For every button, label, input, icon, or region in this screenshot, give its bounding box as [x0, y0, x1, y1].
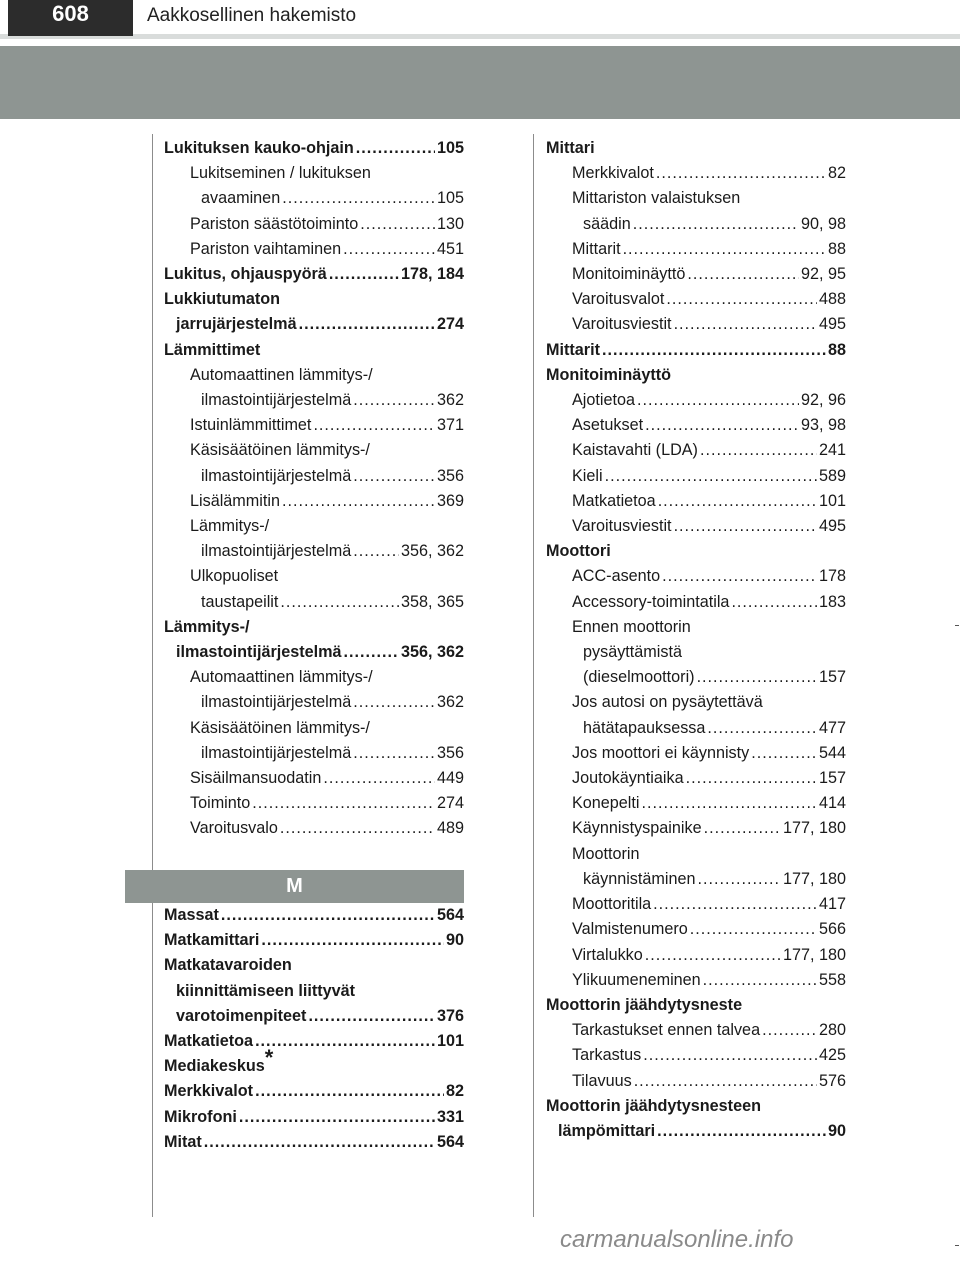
- index-entry: [164, 1045, 464, 1079]
- index-entry: [164, 161, 464, 186]
- index-entry-text: Mittarit: [546, 340, 600, 359]
- dot-leader: [674, 312, 817, 337]
- index-entry-page[interactable]: 130: [436, 214, 464, 233]
- dot-leader: [360, 212, 435, 237]
- margin-tick: [955, 1245, 959, 1246]
- index-entry-page[interactable]: 88: [827, 340, 846, 359]
- index-entry: [164, 690, 464, 715]
- index-entry: [546, 312, 846, 337]
- index-entry-page[interactable]: 177, 180: [782, 945, 846, 964]
- index-entry: [164, 615, 464, 640]
- index-entry-text: Ulkopuoliset: [190, 567, 279, 586]
- dot-leader: [329, 262, 399, 287]
- index-entry: [164, 1130, 464, 1155]
- dot-leader: [634, 1069, 817, 1094]
- index-entry-page[interactable]: 280: [818, 1021, 846, 1040]
- index-entry-text: Ylikuumeneminen: [572, 970, 701, 989]
- margin-tick: [955, 625, 959, 626]
- dot-leader: [662, 564, 817, 589]
- index-entry-text: Mittarit: [572, 239, 621, 258]
- index-entry: [546, 968, 846, 993]
- index-entry: [546, 136, 846, 161]
- index-entry: [546, 262, 846, 287]
- index-entry: [546, 161, 846, 186]
- dot-leader: [261, 928, 444, 953]
- index-entry-text: Massat: [164, 906, 219, 924]
- index-entry-text: Automaattinen lämmitys-/: [190, 365, 373, 384]
- index-entry-text: lämpömittari: [558, 1121, 656, 1140]
- dot-leader: [602, 338, 826, 363]
- dot-leader: [697, 867, 781, 892]
- index-entry: [164, 1029, 464, 1054]
- index-entry-page[interactable]: 157: [818, 769, 846, 788]
- index-entry: [164, 212, 464, 237]
- index-entry-text: käynnistäminen: [583, 869, 696, 888]
- index-entry-page[interactable]: 371: [436, 416, 464, 435]
- dot-leader: [751, 741, 817, 766]
- section-letter-m: M: [125, 870, 464, 903]
- index-entry-text: Matkatietoa: [572, 491, 656, 510]
- index-entry-text: ilmastointijärjestelmä: [201, 693, 352, 712]
- index-entry: [546, 892, 846, 917]
- index-entry: [164, 186, 464, 211]
- dot-leader: [704, 816, 781, 841]
- index-entry-page[interactable]: 489: [436, 819, 464, 838]
- index-entry: [546, 413, 846, 438]
- index-entry-text: Varoitusvalo: [190, 819, 278, 838]
- dot-leader: [255, 1079, 444, 1104]
- index-entry: [164, 741, 464, 766]
- index-entry: [546, 186, 846, 211]
- index-entry-page[interactable]: 157: [818, 668, 846, 687]
- dot-leader: [252, 791, 435, 816]
- index-entry-text: Lukitseminen / lukituksen: [190, 164, 371, 183]
- dot-leader: [313, 413, 435, 438]
- index-entry-page[interactable]: 101: [818, 491, 846, 510]
- index-entry-text: Moottori: [546, 542, 611, 561]
- index-entry-text: Sisäilmansuodatin: [190, 769, 322, 788]
- index-entry-text: Lämmitys-/: [164, 617, 250, 636]
- header-rule: [0, 34, 960, 39]
- index-entry-page[interactable]: 177, 180: [782, 869, 846, 888]
- dot-leader: [656, 161, 826, 186]
- dot-leader: [731, 590, 817, 615]
- index-entry-page[interactable]: 376: [436, 1006, 464, 1025]
- index-entry-page[interactable]: 331: [436, 1107, 464, 1126]
- index-entry-text: kiinnittämiseen liittyvät: [176, 981, 356, 1000]
- index-entry-text: Merkkivalot: [572, 164, 654, 183]
- index-entry-page[interactable]: 82: [445, 1082, 464, 1101]
- index-entry-text: varotoimenpiteet: [176, 1006, 307, 1025]
- index-entry-page[interactable]: 356, 362: [400, 542, 464, 561]
- index-entry: [546, 514, 846, 539]
- index-entry: [164, 816, 464, 841]
- index-entry-text: Moottorin jäähdytysnesteen: [546, 1096, 761, 1115]
- dot-leader: [344, 640, 399, 665]
- index-entry-text: Monitoiminäyttö: [572, 265, 686, 284]
- index-entry-text: Monitoiminäyttö: [546, 365, 671, 384]
- index-entry-text: Asetukset: [572, 416, 644, 435]
- index-entry-page[interactable]: 576: [818, 1071, 846, 1090]
- index-entry-text: Ajotietoa: [572, 391, 635, 410]
- dot-leader: [643, 1043, 817, 1068]
- dot-leader: [323, 766, 435, 791]
- index-entry: [546, 564, 846, 589]
- index-entry-text: Käsisäätöinen lämmitys-/: [190, 718, 370, 737]
- dot-leader: [255, 1029, 435, 1054]
- dot-leader: [353, 464, 435, 489]
- dot-leader: [703, 968, 817, 993]
- index-entry-page[interactable]: 414: [818, 794, 846, 813]
- index-entry-text: Pariston säästötoiminto: [190, 214, 359, 233]
- column-rule-middle: [533, 134, 534, 1217]
- index-entry-text: Ennen moottorin: [572, 617, 691, 636]
- index-entry-text: Lämmitys-/: [190, 517, 270, 536]
- dot-leader: [687, 262, 799, 287]
- dot-leader: [623, 237, 826, 262]
- index-entry: [164, 489, 464, 514]
- index-entry-text: Tarkastus: [572, 1046, 642, 1065]
- index-entry: [546, 615, 846, 640]
- index-entry-text: Moottorin jäähdytysneste: [546, 995, 743, 1014]
- index-entry: [164, 388, 464, 413]
- dot-leader: [645, 413, 799, 438]
- page-title: Aakkosellinen hakemisto: [147, 5, 357, 26]
- index-entry-text: Joutokäyntiaika: [572, 769, 684, 788]
- index-entry: [546, 917, 846, 942]
- index-entry-page[interactable]: 451: [436, 239, 464, 258]
- dot-leader: [633, 212, 799, 237]
- index-entry-page[interactable]: 356, 362: [400, 643, 464, 662]
- column-rule-left: [152, 134, 153, 1217]
- index-entry-text: Lämmittimet: [164, 340, 261, 359]
- index-entry-text: Mittariston valaistuksen: [572, 189, 741, 208]
- index-entry-text: Virtalukko: [572, 945, 643, 964]
- index-entry-text: (dieselmoottori): [583, 668, 695, 687]
- dot-leader: [637, 388, 799, 413]
- index-entry-text: Käsisäätöinen lämmitys-/: [190, 441, 370, 460]
- dot-leader: [605, 464, 817, 489]
- index-entry-page[interactable]: 177, 180: [782, 819, 846, 838]
- index-entry: [546, 212, 846, 237]
- index-entry: [164, 338, 464, 363]
- dot-leader: [697, 665, 817, 690]
- index-entry-text: Lisälämmitin: [190, 491, 280, 510]
- index-entry-page[interactable]: 495: [818, 517, 846, 536]
- index-entry-text: Varoitusviestit: [572, 517, 672, 536]
- index-entry-text: Mitat: [164, 1132, 202, 1151]
- index-entry: [546, 842, 846, 867]
- dot-leader: [686, 766, 817, 791]
- index-entry-text: säädin: [583, 214, 631, 233]
- index-entry-page[interactable]: 88: [827, 239, 846, 258]
- index-entry-text: pysäyttämistä: [583, 643, 682, 662]
- index-entry-text: Lukituksen kauko-ohjain: [164, 139, 354, 157]
- index-entry-text: avaaminen: [201, 189, 281, 208]
- index-entry-page[interactable]: 369: [436, 491, 464, 510]
- index-entry: [164, 237, 464, 262]
- index-entry: [164, 665, 464, 690]
- index-entry-page[interactable]: 417: [818, 895, 846, 914]
- index-entry: [164, 979, 464, 1004]
- index-entry: [164, 953, 464, 978]
- index-entry: [546, 1043, 846, 1068]
- index-entry: [546, 690, 846, 715]
- index-entry-text: Tarkastukset ennen talvea: [572, 1021, 761, 1040]
- index-entry-page[interactable]: 274: [436, 794, 464, 813]
- dot-leader: [239, 1105, 435, 1130]
- footnote-star: *: [264, 1045, 274, 1071]
- dot-leader: [299, 312, 435, 337]
- index-entry-text: Merkkivalot: [164, 1082, 254, 1101]
- dot-leader: [280, 816, 435, 841]
- index-entry-text: Matkatavaroiden: [164, 956, 292, 975]
- index-entry: [164, 564, 464, 589]
- index-entry: [546, 590, 846, 615]
- dot-leader: [700, 438, 817, 463]
- index-entry-page[interactable]: 564: [436, 906, 464, 924]
- dot-leader: [221, 903, 435, 928]
- index-entry-text: Istuinlämmittimet: [190, 416, 312, 435]
- index-column-m-section: [164, 903, 464, 1155]
- dot-leader: [762, 1018, 817, 1043]
- index-entry-page[interactable]: 564: [436, 1132, 464, 1151]
- index-entry-text: Accessory-toimintatila: [572, 592, 730, 611]
- index-entry-page[interactable]: 178: [818, 567, 846, 586]
- index-entry-text: Käynnistyspainike: [572, 819, 702, 838]
- dot-leader: [353, 388, 435, 413]
- index-entry: [546, 1094, 846, 1119]
- index-entry: [546, 489, 846, 514]
- page-number: 608: [8, 0, 133, 36]
- dot-leader: [204, 1130, 435, 1155]
- index-column-right: [546, 136, 846, 1144]
- index-entry-page[interactable]: 90: [445, 931, 464, 950]
- index-entry-page[interactable]: 362: [436, 693, 464, 712]
- index-entry: [546, 943, 846, 968]
- index-entry-text: Tilavuus: [572, 1071, 632, 1090]
- dot-leader: [690, 917, 817, 942]
- dot-leader: [657, 1119, 826, 1144]
- index-entry: [164, 590, 464, 615]
- index-entry: [546, 716, 846, 741]
- index-entry-text: Lukitus, ohjauspyörä: [164, 265, 327, 284]
- index-entry: [546, 1119, 846, 1144]
- index-entry: [546, 464, 846, 489]
- index-entry-page[interactable]: 90: [827, 1121, 846, 1140]
- dot-leader: [282, 489, 435, 514]
- index-entry: [164, 640, 464, 665]
- index-entry-text: taustapeilit: [201, 592, 279, 611]
- index-entry-text: ilmastointijärjestelmä: [176, 643, 342, 662]
- index-entry: [546, 388, 846, 413]
- dot-leader: [308, 1004, 435, 1029]
- index-entry: [164, 262, 464, 287]
- index-entry: [546, 816, 846, 841]
- index-entry: [164, 287, 464, 312]
- index-entry-text: Mikrofoni: [164, 1107, 237, 1126]
- index-entry-text: ilmastointijärjestelmä: [201, 743, 352, 762]
- index-entry-text: Moottoritila: [572, 895, 652, 914]
- dot-leader: [353, 690, 435, 715]
- index-entry-page[interactable]: 477: [818, 718, 846, 737]
- index-entry-page[interactable]: 101: [436, 1032, 464, 1051]
- index-entry-text: Toiminto: [190, 794, 251, 813]
- index-entry-page[interactable]: 356: [436, 466, 464, 485]
- index-entry: [164, 413, 464, 438]
- index-entry-page[interactable]: 362: [436, 391, 464, 410]
- index-entry-text: Moottorin: [572, 844, 640, 863]
- index-entry-text: Matkamittari: [164, 931, 260, 950]
- index-entry-text: Matkatietoa: [164, 1032, 254, 1051]
- index-entry-page[interactable]: 241: [818, 441, 846, 460]
- dot-leader: [642, 791, 817, 816]
- dot-leader: [645, 943, 781, 968]
- index-entry-page[interactable]: 356: [436, 743, 464, 762]
- index-entry: [164, 903, 464, 928]
- index-entry-page[interactable]: 558: [818, 970, 846, 989]
- index-entry-text: ilmastointijärjestelmä: [201, 391, 352, 410]
- index-entry-page[interactable]: 425: [818, 1046, 846, 1065]
- index-entry: [546, 665, 846, 690]
- dot-leader: [653, 892, 817, 917]
- index-entry: [164, 136, 464, 161]
- index-entry-page[interactable]: 274: [436, 315, 464, 334]
- index-entry-text: ilmastointijärjestelmä: [201, 466, 352, 485]
- index-entry-text: Konepelti: [572, 794, 640, 813]
- index-entry-text: Kieli: [572, 466, 603, 485]
- index-entry-page[interactable]: 358, 365: [400, 592, 464, 611]
- index-entry: [164, 766, 464, 791]
- index-entry-text: Varoitusvalot: [572, 290, 665, 309]
- index-entry-page[interactable]: 92, 95: [800, 265, 846, 284]
- dot-leader: [343, 237, 435, 262]
- index-entry: [546, 640, 846, 665]
- dot-leader: [282, 186, 435, 211]
- dot-leader: [674, 514, 817, 539]
- index-entry-page[interactable]: 90, 98: [800, 214, 846, 233]
- index-entry-page[interactable]: 105: [436, 139, 464, 157]
- index-entry-page[interactable]: 178, 184: [400, 265, 464, 284]
- index-entry-text: Valmistenumero: [572, 920, 688, 939]
- dot-leader: [707, 716, 817, 741]
- index-entry: [546, 539, 846, 564]
- index-entry: [164, 464, 464, 489]
- index-entry-page[interactable]: 544: [818, 743, 846, 762]
- index-entry: [164, 312, 464, 337]
- index-entry: [546, 338, 846, 363]
- index-entry: [546, 993, 846, 1018]
- index-entry: [164, 791, 464, 816]
- dot-leader: [666, 287, 817, 312]
- index-entry: [546, 287, 846, 312]
- index-entry-page[interactable]: 449: [436, 769, 464, 788]
- index-entry-text: Varoitusviestit: [572, 315, 672, 334]
- index-entry-text: Mediakeskus: [164, 1057, 265, 1076]
- index-entry: [164, 514, 464, 539]
- index-entry: [546, 766, 846, 791]
- index-entry: [164, 363, 464, 388]
- index-entry-text: Pariston vaihtaminen: [190, 239, 342, 258]
- index-entry-text: Kaistavahti (LDA): [572, 441, 698, 460]
- index-entry-text: Automaattinen lämmitys-/: [190, 668, 373, 687]
- index-entry-page[interactable]: 566: [818, 920, 846, 939]
- index-entry-text: ilmastointijärjestelmä: [201, 542, 352, 561]
- index-entry-page[interactable]: 105: [436, 189, 464, 208]
- index-entry-text: ACC-asento: [572, 567, 661, 586]
- header-band: [0, 46, 960, 119]
- dot-leader: [353, 539, 399, 564]
- index-entry-text: jarrujärjestelmä: [176, 315, 297, 334]
- index-entry-page[interactable]: 183: [818, 592, 846, 611]
- index-entry: [546, 867, 846, 892]
- index-entry: [164, 716, 464, 741]
- dot-leader: [280, 590, 399, 615]
- index-entry: [164, 928, 464, 953]
- index-entry: [546, 741, 846, 766]
- index-entry-text: hätätapauksessa: [583, 718, 706, 737]
- index-entry: [546, 1069, 846, 1094]
- index-entry-text: Jos moottori ei käynnisty: [572, 743, 750, 762]
- index-entry-page[interactable]: 589: [818, 466, 846, 485]
- index-entry: [546, 438, 846, 463]
- index-entry-page[interactable]: 488: [818, 290, 846, 309]
- dot-leader: [353, 741, 435, 766]
- index-entry: [164, 1004, 464, 1029]
- index-entry: [164, 1105, 464, 1130]
- index-entry-page[interactable]: 93, 98: [800, 416, 846, 435]
- index-entry: [164, 1079, 464, 1104]
- index-column-left: [164, 136, 464, 842]
- index-entry-text: Jos autosi on pysäytettävä: [572, 693, 763, 712]
- index-entry-page[interactable]: 92, 96: [800, 391, 846, 410]
- index-entry-page[interactable]: 495: [818, 315, 846, 334]
- index-entry: [164, 539, 464, 564]
- index-entry: [546, 237, 846, 262]
- index-entry-page[interactable]: 82: [827, 164, 846, 183]
- dot-leader: [658, 489, 817, 514]
- index-entry-text: Mittari: [546, 139, 595, 157]
- dot-leader: [356, 136, 435, 161]
- index-entry: [546, 1018, 846, 1043]
- index-entry: [546, 791, 846, 816]
- index-entry: [164, 438, 464, 463]
- watermark: carmanualsonline.info: [560, 1226, 794, 1253]
- index-entry-text: Lukkiutumaton: [164, 290, 281, 309]
- index-entry: [546, 363, 846, 388]
